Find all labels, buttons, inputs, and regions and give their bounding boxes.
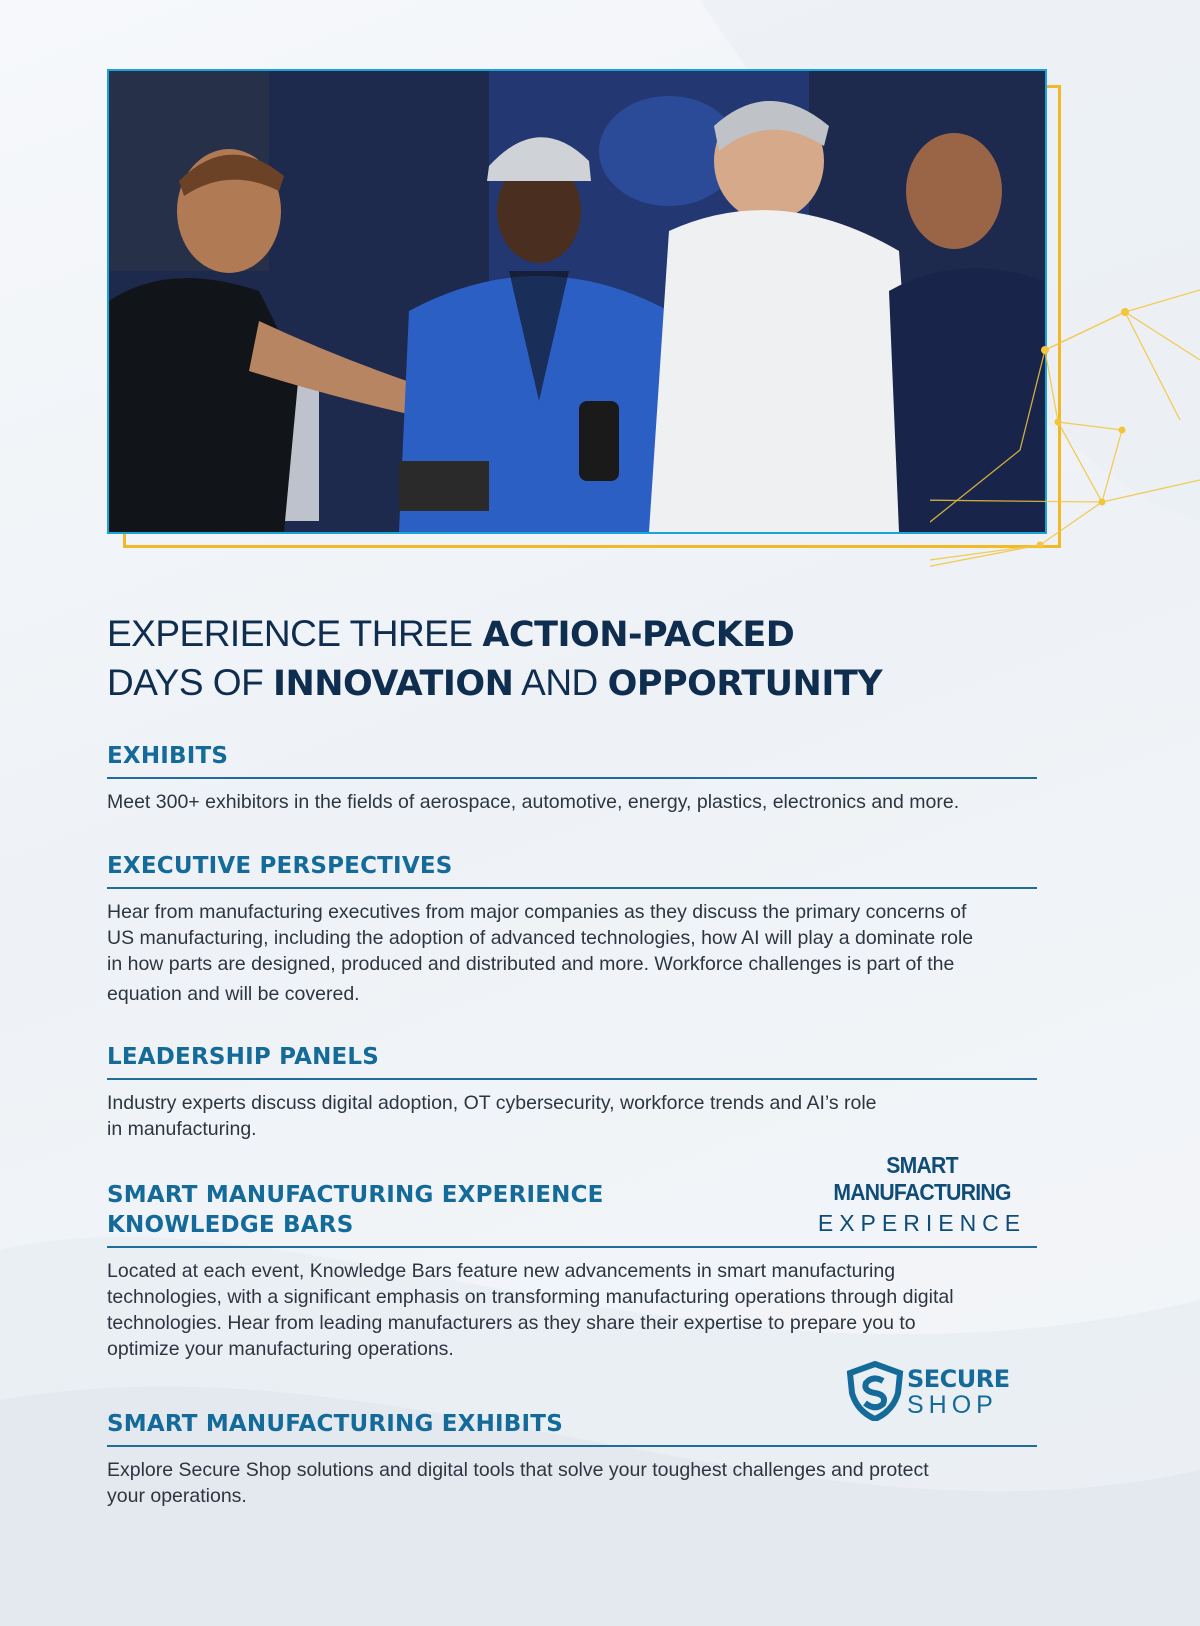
body-line: your operations. — [107, 1485, 247, 1507]
section-divider — [107, 1246, 1037, 1248]
logo-word-shop: SHOP — [907, 1391, 998, 1419]
logo-line-2: EXPERIENCE — [817, 1210, 1027, 1236]
headline-line-1 — [107, 610, 1007, 659]
body-line: technologies. Hear from leading manufacturers as they share their expertise to prepare you to — [107, 1312, 916, 1334]
headline-light-text: AND — [521, 662, 598, 703]
section-title: EXECUTIVE PERSPECTIVES — [107, 853, 453, 879]
body-line: equation and will be covered. — [107, 983, 360, 1005]
section-body — [107, 899, 1037, 1007]
section-title: LEADERSHIP PANELS — [107, 1044, 380, 1070]
section-body — [107, 1090, 1037, 1142]
section-executive-perspectives — [107, 851, 1037, 1007]
body-line: optimize your manufacturing operations. — [107, 1338, 454, 1360]
title-line: SMART MANUFACTURING EXPERIENCE — [107, 1182, 604, 1208]
headline-bold-text: OPPORTUNITY — [607, 664, 883, 704]
body-line: in manufacturing. — [107, 1118, 257, 1140]
section-knowledge-bars — [107, 1152, 1037, 1362]
section-exhibits — [107, 741, 1037, 815]
headline-light-text: DAYS OF — [107, 662, 264, 703]
section-title: EXHIBITS — [107, 743, 229, 769]
body-line: Explore Secure Shop solutions and digital tools that solve your toughest challenges and protect — [107, 1459, 929, 1481]
smart-manufacturing-experience-logo — [807, 1152, 1037, 1237]
section-smart-manufacturing-exhibits — [107, 1365, 1037, 1509]
headline-line-2 — [107, 659, 1007, 708]
section-divider — [107, 1445, 1037, 1447]
headline-bold-text: ACTION-PACKED — [482, 615, 795, 655]
title-line: KNOWLEDGE BARS — [107, 1212, 354, 1238]
section-title: SMART MANUFACTURING EXHIBITS — [107, 1411, 563, 1437]
body-line: Hear from manufacturing executives from major companies as they discuss the primary concerns of — [107, 901, 967, 923]
section-body — [107, 1258, 1037, 1362]
body-line: technologies, with a significant emphasis on transforming manufacturing operations through digital — [107, 1286, 954, 1308]
secure-shop-logo — [845, 1361, 1015, 1421]
photo-illustration — [109, 71, 1045, 532]
logo-line-1: SMART MANUFACTURING — [833, 1152, 1011, 1205]
body-line: in how parts are designed, produced and distributed and more. Workforce challenges is part of the — [107, 953, 955, 975]
page-headline — [107, 610, 1007, 708]
section-body — [107, 1457, 1037, 1509]
section-divider — [107, 777, 1037, 779]
network-decoration — [930, 270, 1200, 600]
section-divider — [107, 1078, 1037, 1080]
shield-icon — [845, 1361, 905, 1421]
trade-show-photo — [107, 69, 1047, 534]
event-photo-block — [107, 69, 1047, 534]
section-leadership-panels — [107, 1042, 1037, 1142]
body-line: Industry experts discuss digital adoption, OT cybersecurity, workforce trends and AI’s role — [107, 1092, 877, 1114]
headline-bold-text: INNOVATION — [272, 664, 514, 704]
section-divider — [107, 887, 1037, 889]
body-line: Located at each event, Knowledge Bars feature new advancements in smart manufacturing — [107, 1260, 896, 1282]
headline-light-text: EXPERIENCE THREE — [107, 613, 473, 654]
body-line: US manufacturing, including the adoption of advanced technologies, how AI will play a dominate role — [107, 927, 974, 949]
logo-word-secure: SECURE — [907, 1365, 1010, 1393]
section-body: Meet 300+ exhibitors in the fields of aerospace, automotive, energy, plastics, electronics and more. — [107, 791, 960, 813]
